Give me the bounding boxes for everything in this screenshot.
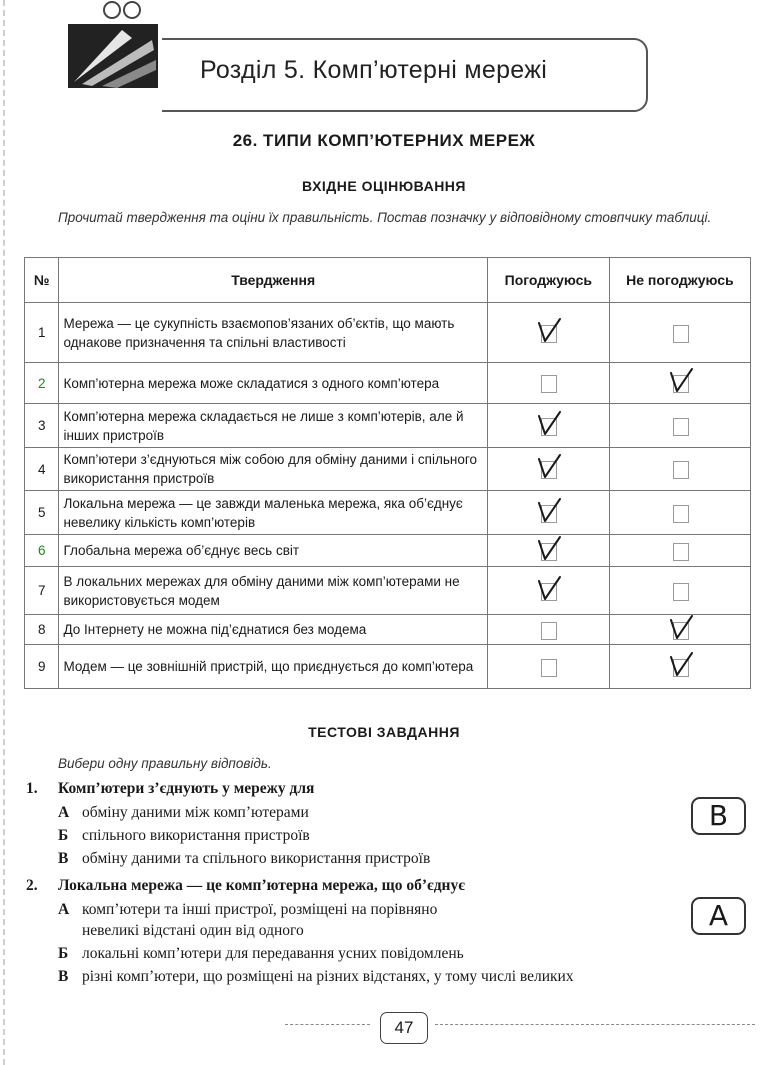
agree-checkbox[interactable] [487,363,609,404]
row-statement: Мережа — це сукупність взаємопов’язаних об’єктів, що мають однакове призначення та спільні властивості [59,303,487,363]
disagree-checkbox[interactable] [609,491,750,535]
question-text: Локальна мережа — це комп’ютерна мережа, що об’єднує [58,877,465,894]
check-mark-icon [536,453,562,481]
check-mark-icon [536,535,562,563]
row-number: 9 [25,645,59,689]
table-row [25,645,751,689]
page-number: 47 [380,1012,428,1044]
agree-checkbox[interactable] [487,567,609,615]
chapter-title: Розділ 5. Комп’ютерні мережі [200,56,548,84]
answer-option[interactable]: Б спільного використання пристроїв [58,827,310,844]
row-number: 4 [25,448,59,491]
row-statement: Комп’ютерна мережа може складатися з одного комп’ютера [59,363,487,404]
col-header-num: № [25,258,59,303]
check-mark-icon [668,614,694,642]
answer-option[interactable]: А комп’ютери та інші пристрої, розміщені на порівняно [58,901,438,918]
agree-checkbox[interactable] [487,645,609,689]
assessment-heading: ВХІДНЕ ОЦІНЮВАННЯ [302,178,466,194]
lesson-title: 26. ТИПИ КОМП’ЮТЕРНИХ МЕРЕЖ [232,131,536,150]
assessment-table [24,257,751,689]
row-number: 2 [25,363,59,404]
agree-checkbox[interactable] [487,535,609,567]
check-mark-icon [536,317,562,345]
tests-heading: ТЕСТОВІ ЗАВДАННЯ [308,724,460,740]
table-row [25,303,751,363]
check-mark-icon [536,575,562,603]
row-statement: Глобальна мережа об’єднує весь світ [59,535,487,567]
answer-box[interactable]: В [691,797,746,835]
col-header-agree: Погоджуюсь [487,258,609,303]
row-number: 1 [25,303,59,363]
table-row [25,448,751,491]
row-statement: До Інтернету не можна під’єднатися без модема [59,615,487,645]
row-statement: Модем — це зовнішній пристрій, що приєднується до комп’ютера [59,645,487,689]
chapter-illustration [62,0,162,96]
col-header-statement: Твердження [59,258,487,303]
row-number: 5 [25,491,59,535]
table-header-row [25,258,751,303]
check-mark-icon [536,497,562,525]
disagree-checkbox[interactable] [609,567,750,615]
row-number: 7 [25,567,59,615]
agree-checkbox[interactable] [487,303,609,363]
check-mark-icon [668,651,694,679]
answer-box[interactable]: А [691,897,746,935]
disagree-checkbox[interactable] [609,615,750,645]
table-row [25,404,751,448]
row-number: 3 [25,404,59,448]
agree-checkbox[interactable] [487,491,609,535]
check-mark-icon [536,410,562,438]
answer-option[interactable]: В різні комп’ютери, що розміщені на різних відстанях, у тому числі великих [58,968,574,985]
disagree-checkbox[interactable] [609,535,750,567]
row-number: 6 [25,535,59,567]
table-row [25,615,751,645]
answer-option[interactable]: А обміну даними між комп’ютерами [58,804,309,821]
check-mark-icon [668,367,694,395]
agree-checkbox[interactable] [487,615,609,645]
row-statement: Локальна мережа — це завжди маленька мережа, яка об’єднує невелику кількість комп’ютерів [59,491,487,535]
question-number: 2. [26,877,38,894]
table-row [25,491,751,535]
footer-divider [285,1024,370,1025]
disagree-checkbox[interactable] [609,303,750,363]
tests-instruction: Вибери одну правильну відповідь. [58,756,272,771]
binding-margin [3,0,7,1065]
question-number: 1. [26,780,38,797]
disagree-checkbox[interactable] [609,404,750,448]
disagree-checkbox[interactable] [609,645,750,689]
question-text: Комп’ютери з’єднують у мережу для [58,780,315,797]
disagree-checkbox[interactable] [609,448,750,491]
footer-divider [435,1024,755,1025]
answer-option-continuation: невеликі відстані один від одного [82,922,304,939]
row-number: 8 [25,615,59,645]
answer-option[interactable]: Б локальні комп’ютери для передавання усних повідомлень [58,945,464,962]
row-statement: В локальних мережах для обміну даними між комп’ютерами не використовується модем [59,567,487,615]
agree-checkbox[interactable] [487,404,609,448]
agree-checkbox[interactable] [487,448,609,491]
table-row [25,535,751,567]
assessment-instruction: Прочитай твердження та оціни їх правильність. Постав позначку у відповідному стовпчику таблиці. [58,210,712,225]
row-statement: Комп’ютери з’єднуються між собою для обміну даними і спільного використання пристроїв [59,448,487,491]
table-row [25,567,751,615]
row-statement: Комп’ютерна мережа складається не лише з комп’ютерів, але й інших пристроїв [59,404,487,448]
table-row [25,363,751,404]
col-header-disagree: Не погоджуюсь [609,258,750,303]
disagree-checkbox[interactable] [609,363,750,404]
answer-option[interactable]: В обміну даними та спільного використання пристроїв [58,850,431,867]
